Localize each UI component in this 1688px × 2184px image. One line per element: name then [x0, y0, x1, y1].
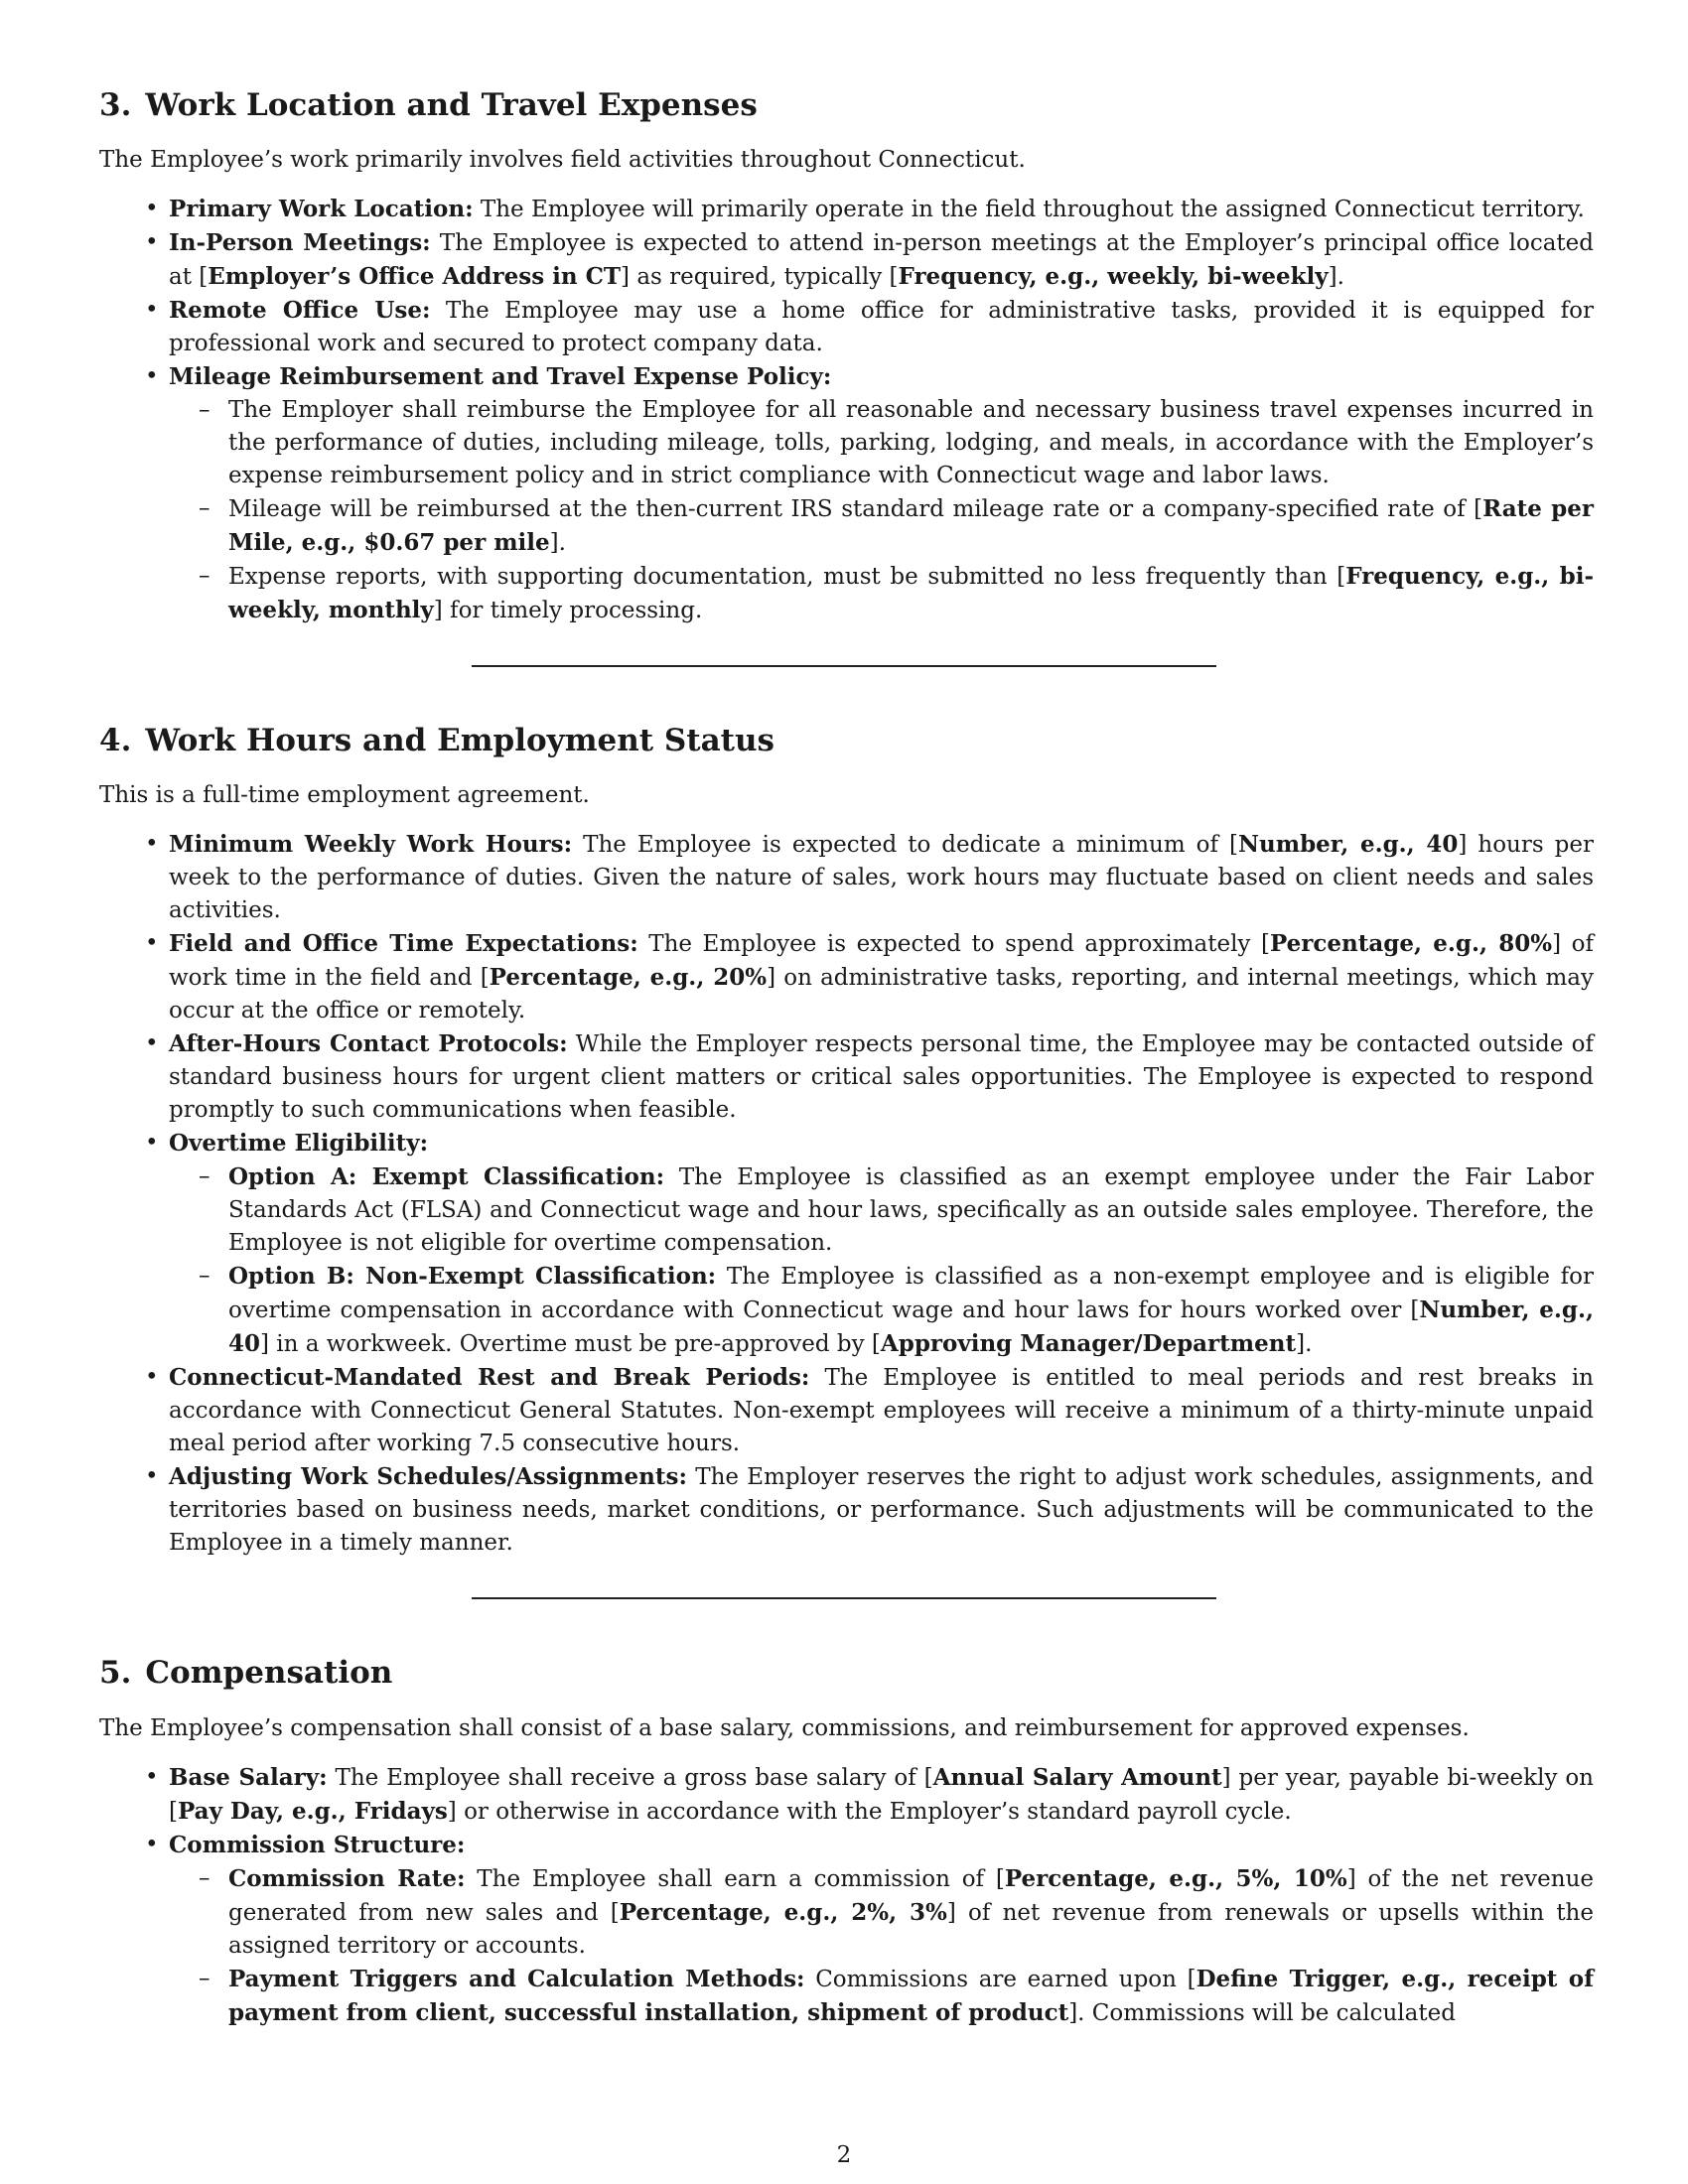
section-5 [99, 1655, 1594, 2029]
section-heading: 4. Work Hours and Employment Status [99, 723, 774, 759]
section-heading: 5. Compensation [99, 1655, 393, 1692]
list-item: • After-Hours Contact Protocols: While the Employer respects personal time, the Employee may be contacted outside of standard business hours for urgent client matters or critical sales opportunities. The Employee is expected to respond promptly to such communications when feasible. [169, 1027, 1594, 1127]
list-item: • Remote Office Use: The Employee may use a home office for administrative tasks, provided it is equipped for professional work and secured to protect company data. [169, 294, 1594, 360]
page-content [99, 87, 1594, 2030]
sub-list [169, 394, 1594, 627]
section-intro: The Employee’s work primarily involves field activities throughout Connecticut. [99, 147, 1026, 174]
section-intro: The Employee’s compensation shall consist of a base salary, commissions, and reimbursement for approved expenses. [99, 1714, 1470, 1741]
list-item: • Commission Structure: – Commission Rate: The Employee shall earn a commission of [Percentage, e.g., 5%, 10%] of the net revenue generated from new sales and [Percentage, e.g., 2%, 3%] of net revenue from renewals or upsells within the assigned territory or accounts. – Payment Triggers and Calculation Methods: Commissions are earned upon [Define Trigger, e.g., receipt of payment from client, successful installation, shipment of product]. Commissions will be calculated [169, 1829, 1594, 2030]
list-item: • In-Person Meetings: The Employee is expected to attend in-person meetings at the Employer’s principal office located at [Employer’s Office Address in CT] as required, typically [Frequency, e.g., weekly, bi-weekly]. [169, 226, 1594, 294]
list-item: • Primary Work Location: The Employee will primarily operate in the field throughout the assigned Connecticut territory. [169, 193, 1594, 226]
sub-list-item: – Option B: Non-Exempt Classification: The Employee is classified as a non-exempt employee and is eligible for overtime compensation in accordance with Connecticut wage and hour laws for hours worked over [Number, e.g., 40] in a workweek. Overtime must be pre-approved by [Approving Manager/Department]. [228, 1260, 1594, 1361]
sub-list-item: – Commission Rate: The Employee shall earn a commission of [Percentage, e.g., 5%, 10%] of the net revenue generated from new sales and [Percentage, e.g., 2%, 3%] of net revenue from renewals or upsells within the assigned territory or accounts. [228, 1862, 1594, 1963]
bullet-list [99, 193, 1594, 627]
horizontal-rule [472, 1597, 1216, 1599]
list-item: • Field and Office Time Expectations: The Employee is expected to spend approximately [Percentage, e.g., 80%] of work time in the field and [Percentage, e.g., 20%] on administrative tasks, reporting, and internal meetings, which may occur at the office or remotely. [169, 927, 1594, 1027]
sub-list-item: – Mileage will be reimbursed at the then-current IRS standard mileage rate or a company-specified rate of [Rate per Mile, e.g., $0.67 per mile]. [228, 492, 1594, 560]
list-item: • Overtime Eligibility: – Option A: Exempt Classification: The Employee is classified as an exempt employee under the Fair Labor Standards Act (FLSA) and Connecticut wage and hour laws, specifically as an outside sales employee. Therefore, the Employee is not eligible for overtime compensation. – Option B: Non-Exempt Classification: The Employee is classified as a non-exempt employee and is eligible for overtime compensation in accordance with Connecticut wage and hour laws for hours worked over [Number, e.g., 40] in a workweek. Overtime must be pre-approved by [Approving Manager/Department]. [169, 1127, 1594, 1361]
bullet-list [99, 828, 1594, 1560]
list-item: • Minimum Weekly Work Hours: The Employee is expected to dedicate a minimum of [Number, e.g., 40] hours per week to the performance of duties. Given the nature of sales, work hours may fluctuate based on client needs and sales activities. [169, 828, 1594, 927]
list-item: • Connecticut-Mandated Rest and Break Periods: The Employee is entitled to meal periods and rest breaks in accordance with Connecticut General Statutes. Non-exempt employees will receive a minimum of a thirty-minute unpaid meal period after working 7.5 consecutive hours. [169, 1361, 1594, 1460]
page-number: 2 [836, 2142, 852, 2168]
section-4 [99, 723, 1594, 1560]
list-item: • Mileage Reimbursement and Travel Expense Policy: – The Employer shall reimburse the Employee for all reasonable and necessary business travel expenses incurred in the performance of duties, including mileage, tolls, parking, lodging, and meals, in accordance with the Employer’s expense reimbursement policy and in strict compliance with Connecticut wage and labor laws. – Mileage will be reimbursed at the then-current IRS standard mileage rate or a company-specified rate of [Rate per Mile, e.g., $0.67 per mile]. – Expense reports, with supporting documentation, must be submitted no less frequently than [Frequency, e.g., bi-weekly, monthly] for timely processing. [169, 360, 1594, 627]
sub-list-item: – Option A: Exempt Classification: The Employee is classified as an exempt employee under the Fair Labor Standards Act (FLSA) and Connecticut wage and hour laws, specifically as an outside sales employee. Therefore, the Employee is not eligible for overtime compensation. [228, 1160, 1594, 1260]
section-heading: 3. Work Location and Travel Expenses [99, 87, 758, 123]
section-intro: This is a full-time employment agreement. [99, 782, 590, 809]
sub-list [169, 1862, 1594, 2030]
horizontal-rule [472, 665, 1216, 667]
bullet-list [99, 1761, 1594, 2030]
sub-list [169, 1160, 1594, 1361]
section-3 [99, 87, 1594, 627]
list-item: • Base Salary: The Employee shall receive a gross base salary of [Annual Salary Amount] per year, payable bi-weekly on [Pay Day, e.g., Fridays] or otherwise in accordance with the Employer’s standard payroll cycle. [169, 1761, 1594, 1829]
sub-list-item: – Expense reports, with supporting documentation, must be submitted no less frequently than [Frequency, e.g., bi-weekly, monthly] for timely processing. [228, 560, 1594, 627]
sub-list-item: – Payment Triggers and Calculation Methods: Commissions are earned upon [Define Trigger, e.g., receipt of payment from client, successful installation, shipment of product]. Commissions will be calculated [228, 1963, 1594, 2030]
sub-list-item: – The Employer shall reimburse the Employee for all reasonable and necessary business travel expenses incurred in the performance of duties, including mileage, tolls, parking, lodging, and meals, in accordance with the Employer’s expense reimbursement policy and in strict compliance with Connecticut wage and labor laws. [228, 394, 1594, 492]
list-item: • Adjusting Work Schedules/Assignments: The Employer reserves the right to adjust work schedules, assignments, and territories based on business needs, market conditions, or performance. Such adjustments will be communicated to the Employee in a timely manner. [169, 1460, 1594, 1560]
